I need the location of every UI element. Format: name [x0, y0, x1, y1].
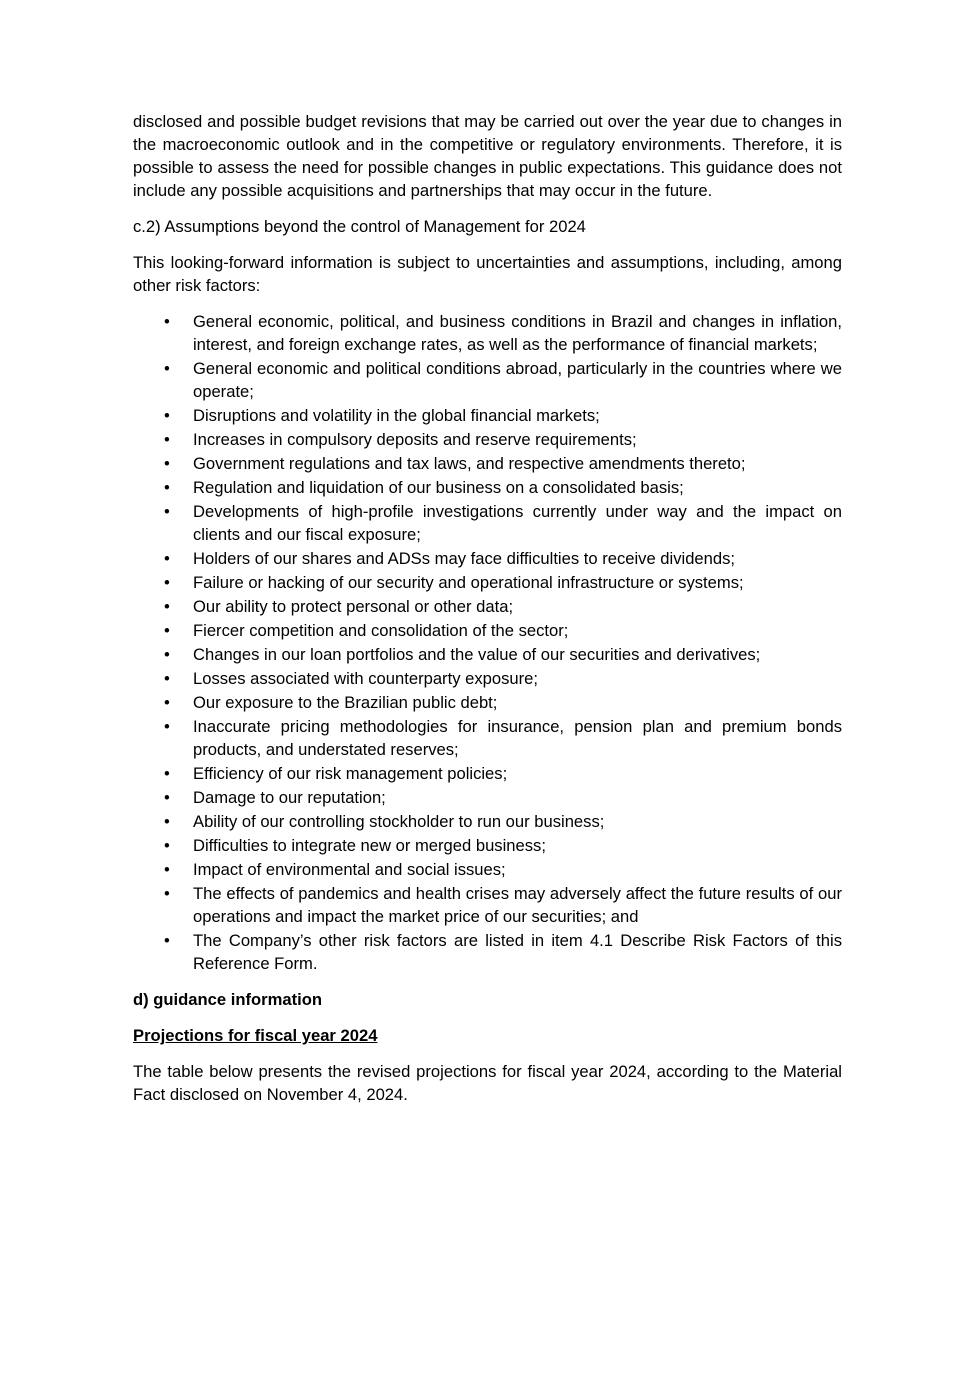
bullet-icon: • [164, 454, 170, 473]
risk-factor-text: General economic, political, and business conditions in Brazil and changes in inflation, interest, and foreign exchange rates, as well as the performance of financial markets; [193, 312, 842, 354]
risk-factor-text: Our exposure to the Brazilian public debt; [193, 693, 498, 712]
risk-factor-text: Disruptions and volatility in the global financial markets; [193, 406, 600, 425]
bullet-icon: • [164, 812, 170, 831]
risk-factor-item [133, 858, 842, 881]
bullet-icon: • [164, 312, 170, 331]
risk-factor-text: Damage to our reputation; [193, 788, 386, 807]
risk-factor-text: Fiercer competition and consolidation of the sector; [193, 621, 569, 640]
risk-factor-item [133, 547, 842, 570]
risk-factor-item [133, 762, 842, 785]
bullet-icon: • [164, 573, 170, 592]
intro-paragraph: disclosed and possible budget revisions that may be carried out over the year due to changes in the macroeconomic outlook and in the competitive or regulatory environments. Therefore, it is possible to assess the need for possible changes in public expectations. This guidance does not include any possible acquisitions and partnerships that may occur in the future. [133, 112, 842, 200]
risk-factor-item [133, 595, 842, 618]
bullet-icon: • [164, 549, 170, 568]
risk-factor-item [133, 310, 842, 356]
bullet-icon: • [164, 478, 170, 497]
risk-factor-text: Our ability to protect personal or other data; [193, 597, 514, 616]
assumptions-intro: This looking-forward information is subject to uncertainties and assumptions, including, among other risk factors: [133, 253, 842, 295]
risk-factor-item [133, 619, 842, 642]
document-page [133, 110, 842, 1119]
bullet-icon: • [164, 502, 170, 521]
risk-factor-item [133, 786, 842, 809]
risk-factor-item [133, 571, 842, 594]
risk-factor-text: Failure or hacking of our security and operational infrastructure or systems; [193, 573, 744, 592]
risk-factor-item [133, 834, 842, 857]
assumptions-heading: c.2) Assumptions beyond the control of Management for 2024 [133, 217, 586, 236]
risk-factor-item [133, 667, 842, 690]
risk-factor-text: Developments of high-profile investigations currently under way and the impact on clients and our fiscal exposure; [193, 502, 842, 544]
bullet-icon: • [164, 693, 170, 712]
risk-factor-list [133, 310, 842, 975]
bullet-icon: • [164, 597, 170, 616]
bullet-icon: • [164, 764, 170, 783]
risk-factor-text: Difficulties to integrate new or merged business; [193, 836, 546, 855]
risk-factor-text: Government regulations and tax laws, and respective amendments thereto; [193, 454, 746, 473]
bullet-icon: • [164, 836, 170, 855]
risk-factor-text: Inaccurate pricing methodologies for insurance, pension plan and premium bonds products, and understated reserves; [193, 717, 842, 759]
risk-factor-text: Ability of our controlling stockholder to run our business; [193, 812, 605, 831]
risk-factor-text: Holders of our shares and ADSs may face difficulties to receive dividends; [193, 549, 736, 568]
bullet-icon: • [164, 884, 170, 903]
risk-factor-item [133, 643, 842, 666]
guidance-heading: d) guidance information [133, 990, 322, 1009]
risk-factor-text: Regulation and liquidation of our business on a consolidated basis; [193, 478, 684, 497]
risk-factor-item [133, 810, 842, 833]
projections-paragraph: The table below presents the revised projections for fiscal year 2024, according to the Material Fact disclosed on November 4, 2024. [133, 1062, 842, 1104]
bullet-icon: • [164, 931, 170, 950]
risk-factor-text: Losses associated with counterparty exposure; [193, 669, 538, 688]
risk-factor-item [133, 404, 842, 427]
risk-factor-text: The effects of pandemics and health crises may adversely affect the future results of our operations and impact the market price of our securities; and [193, 884, 842, 926]
risk-factor-item [133, 357, 842, 403]
bullet-icon: • [164, 621, 170, 640]
bullet-icon: • [164, 430, 170, 449]
bullet-icon: • [164, 669, 170, 688]
risk-factor-item [133, 882, 842, 928]
risk-factor-item [133, 476, 842, 499]
bullet-icon: • [164, 788, 170, 807]
projections-heading: Projections for fiscal year 2024 [133, 1026, 378, 1045]
risk-factor-text: The Company’s other risk factors are listed in item 4.1 Describe Risk Factors of this Reference Form. [193, 931, 842, 973]
bullet-icon: • [164, 406, 170, 425]
risk-factor-text: Impact of environmental and social issues; [193, 860, 506, 879]
risk-factor-item [133, 500, 842, 546]
bullet-icon: • [164, 359, 170, 378]
risk-factor-item [133, 715, 842, 761]
risk-factor-item [133, 428, 842, 451]
bullet-icon: • [164, 860, 170, 879]
bullet-icon: • [164, 645, 170, 664]
risk-factor-item [133, 452, 842, 475]
risk-factor-text: Changes in our loan portfolios and the value of our securities and derivatives; [193, 645, 761, 664]
risk-factor-text: General economic and political conditions abroad, particularly in the countries where we operate; [193, 359, 842, 401]
risk-factor-item [133, 929, 842, 975]
risk-factor-text: Increases in compulsory deposits and reserve requirements; [193, 430, 637, 449]
bullet-icon: • [164, 717, 170, 736]
risk-factor-text: Efficiency of our risk management policies; [193, 764, 508, 783]
risk-factor-item [133, 691, 842, 714]
